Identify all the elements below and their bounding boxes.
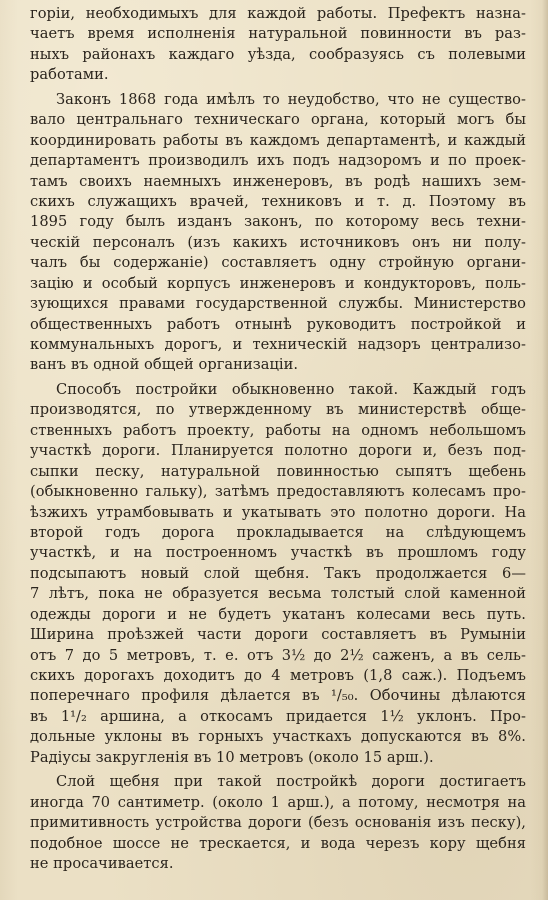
text-column [30,4,526,874]
text-line: второй годъ дорога прокладывается на слѣдующемъ [30,523,526,541]
text-line: чаетъ время исполненiя натуральной повинности въ раз- [30,25,526,43]
text-line: скихъ служащихъ врачей, техниковъ и т. д. Поэтому въ [30,192,526,210]
text-line: ванъ въ одной общей организацiи. [30,356,299,374]
text-line: производятся, по утвержденному въ министерствѣ обще- [30,401,526,419]
page-edge-shadow [542,0,548,900]
text-line: сыпки песку, натуральной повинностью сыпятъ щебень [30,462,526,480]
text-line: ственныхъ работъ проекту, работы на одномъ небольшомъ [30,421,526,439]
text-line: ѣзжихъ утрамбовывать и укатывать это полотно дороги. На [30,503,526,521]
text-line: отъ 7 до 5 метровъ, т. е. отъ 3½ до 2½ саженъ, а въ сель- [30,646,526,664]
text-line: не просачивается. [30,854,174,872]
text-line: въ 1¹/₂ аршина, а откосамъ придается 1½ уклонъ. Про- [30,707,526,725]
text-line: Ширина проѣзжей части дороги составляетъ въ Румынiи [30,626,526,644]
paragraph-1 [30,4,526,86]
text-line: подобное шоссе не трескается, и вода черезъ кору щебня [30,834,526,852]
text-line: поперечнаго профиля дѣлается въ ¹/₅₀. Обочины дѣлаются [30,687,526,705]
text-line: участкѣ, и на построенномъ участкѣ въ прошломъ году [30,544,526,562]
text-line: Законъ 1868 года имѣлъ то неудобство, что не существо- [56,90,526,108]
text-line: работами. [30,66,109,84]
text-line: тамъ своихъ наемныхъ инженеровъ, въ родѣ нашихъ зем- [30,172,526,190]
text-line: (обыкновенно гальку), затѣмъ предоставляютъ колесамъ про- [30,483,526,501]
text-line: Радiусы закругленiя въ 10 метровъ (около 15 арш.). [30,748,434,766]
text-line: 1895 году былъ изданъ законъ, по которому весь техни- [30,213,526,231]
text-line: координировать работы въ каждомъ департаментѣ, и каждый [30,131,526,149]
text-line: дольные уклоны въ горныхъ участкахъ допускаются въ 8%. [30,728,526,746]
paragraph-4 [30,772,526,874]
text-line: иногда 70 сантиметр. (около 1 арш.), а потому, несмотря на [30,793,526,811]
text-line: примитивность устройства дороги (безъ основанiя изъ песку), [30,814,526,832]
text-line: зующихся правами государственной службы. Министерство [30,295,526,313]
text-line: скихъ дорогахъ доходитъ до 4 метровъ (1,8 саж.). Подъемъ [30,667,526,684]
text-line: чалъ бы содержанiе) составляетъ одну стройную органи- [30,254,526,272]
text-line: подсыпаютъ новый слой щебня. Такъ продолжается 6— [30,564,526,582]
text-line: одежды дороги и не будетъ укатанъ колесами весь путь. [30,605,526,623]
text-line: Слой щебня при такой постройкѣ дороги достигаетъ [56,773,526,791]
text-line: департаментъ производилъ ихъ подъ надзоромъ и по проек- [30,152,526,170]
text-line: ныхъ районахъ каждаго уѣзда, сообразуясь съ полевыми [30,45,526,63]
text-line: вало центральнаго техническаго органа, который могъ бы [30,111,526,129]
paragraph-3 [30,380,526,768]
text-line: коммунальныхъ дорогъ, и техническiй надзоръ централизо- [30,336,526,353]
text-line: Способъ постройки обыкновенно такой. Каждый годъ [56,380,526,398]
text-line: 7 лѣтъ, пока не образуется весьма толстый слой каменной [30,585,526,603]
text-line: горiи, необходимыхъ для каждой работы. Префектъ назна- [30,5,526,22]
text-line: общественныхъ работъ отнынѣ руководитъ постройкой и [30,315,526,333]
paragraph-2 [30,90,526,376]
text-line: зацiю и особый корпусъ инженеровъ и кондукторовъ, поль- [30,274,526,292]
text-line: участкѣ дороги. Планируется полотно дороги и, безъ под- [30,442,526,460]
text-line: ческiй персоналъ (изъ какихъ источниковъ онъ ни полу- [30,233,526,251]
